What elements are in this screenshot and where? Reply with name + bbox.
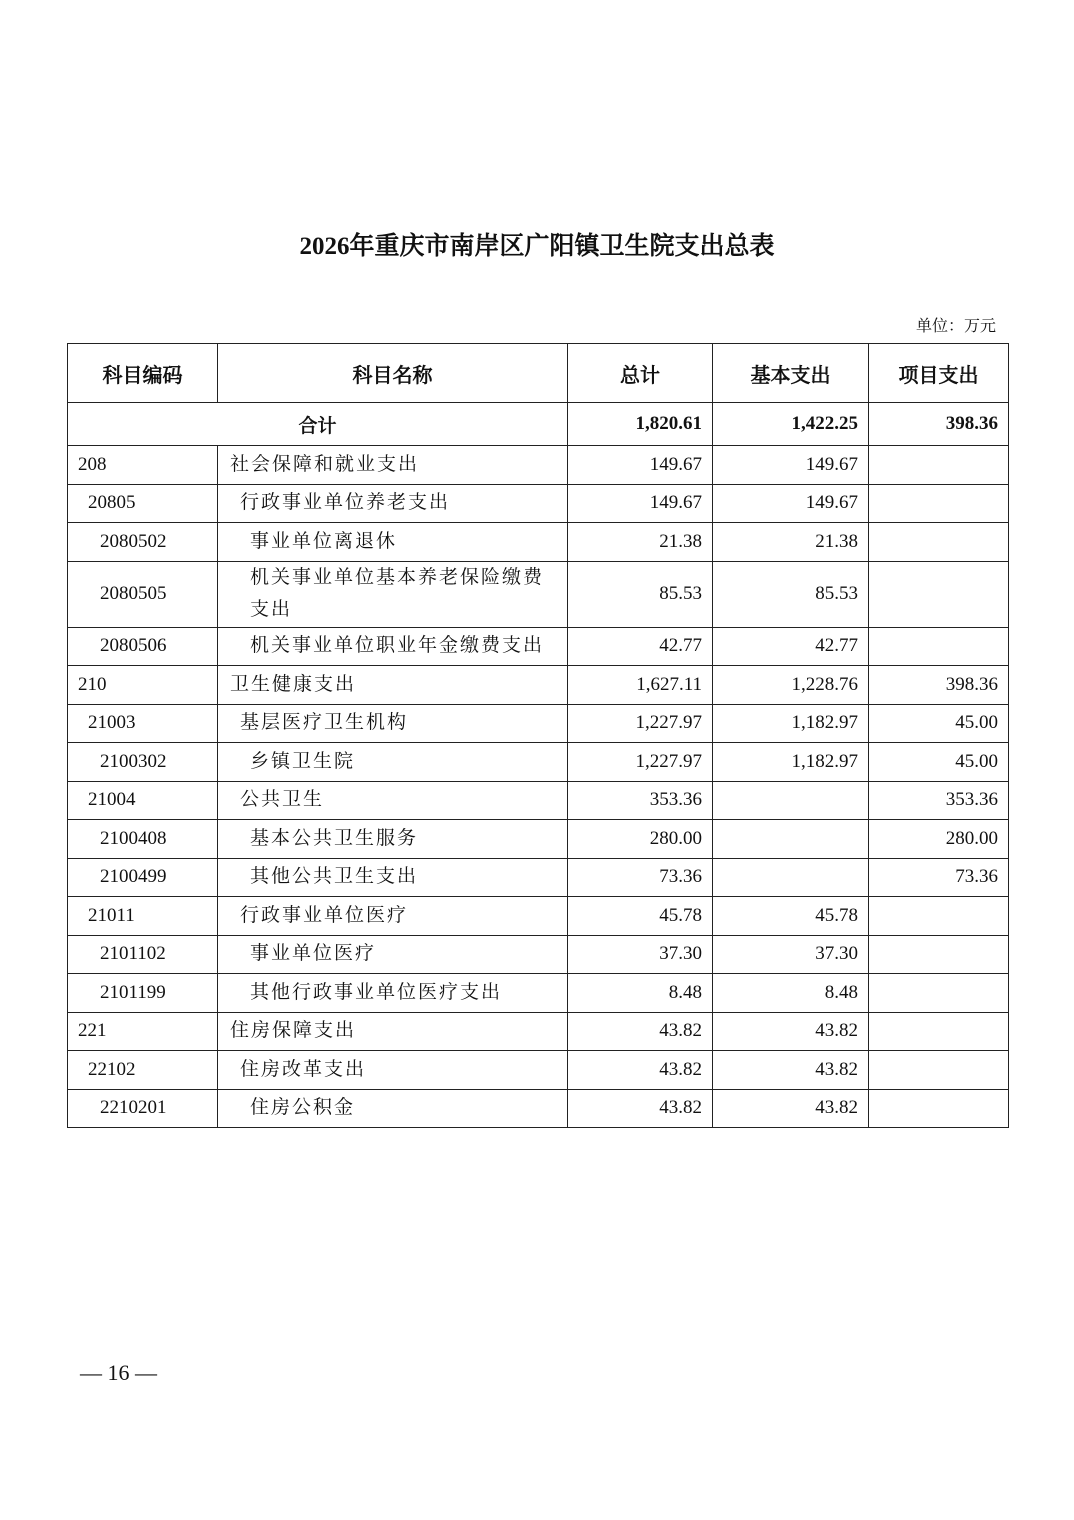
row-basic [713,820,869,859]
total-total: 1,820.61 [568,403,713,446]
header-code: 科目编码 [68,344,218,403]
row-basic: 1,228.76 [713,666,869,705]
row-name: 基本公共卫生服务 [218,820,568,859]
row-basic: 149.67 [713,484,869,523]
row-basic: 21.38 [713,523,869,562]
table-row [68,935,1009,974]
row-total: 45.78 [568,897,713,936]
row-name: 公共卫生 [218,781,568,820]
table-row [68,1051,1009,1090]
row-basic: 149.67 [713,446,869,485]
table-row [68,1012,1009,1051]
row-total: 37.30 [568,935,713,974]
row-project: 73.36 [869,858,1009,897]
row-code: 2100302 [68,743,218,782]
table-row [68,1089,1009,1128]
row-basic: 1,182.97 [713,704,869,743]
table-row [68,523,1009,562]
row-project [869,935,1009,974]
unit-label: 单位：万元 [915,318,996,335]
row-name: 社会保障和就业支出 [218,446,568,485]
row-name: 事业单位医疗 [218,935,568,974]
row-total: 1,227.97 [568,704,713,743]
row-basic: 43.82 [713,1012,869,1051]
table-row [68,446,1009,485]
row-basic: 45.78 [713,897,869,936]
row-basic: 85.53 [713,561,869,627]
row-project [869,484,1009,523]
row-total: 73.36 [568,858,713,897]
row-total: 21.38 [568,523,713,562]
row-name: 基层医疗卫生机构 [218,704,568,743]
row-basic: 1,182.97 [713,743,869,782]
header-total: 总计 [568,344,713,403]
row-project [869,974,1009,1013]
row-name: 住房保障支出 [218,1012,568,1051]
total-project: 398.36 [869,403,1009,446]
table-row [68,820,1009,859]
table-row [68,974,1009,1013]
row-total: 8.48 [568,974,713,1013]
row-total: 1,227.97 [568,743,713,782]
row-basic [713,781,869,820]
row-project [869,1051,1009,1090]
row-total: 149.67 [568,446,713,485]
row-total: 149.67 [568,484,713,523]
row-name: 行政事业单位医疗 [218,897,568,936]
table-row [68,858,1009,897]
row-code: 210 [68,666,218,705]
row-code: 21003 [68,704,218,743]
page-number: — 16 — [80,1360,157,1385]
table-row [68,897,1009,936]
row-code: 2101199 [68,974,218,1013]
expenditure-table [67,343,1009,1128]
row-project [869,1012,1009,1051]
row-total: 42.77 [568,627,713,666]
table-header-row [68,344,1009,403]
row-basic: 37.30 [713,935,869,974]
table-row [68,561,1009,627]
table-row [68,627,1009,666]
row-code: 221 [68,1012,218,1051]
row-basic: 43.82 [713,1051,869,1090]
row-code: 2080502 [68,523,218,562]
header-basic: 基本支出 [713,344,869,403]
header-project: 项目支出 [869,344,1009,403]
row-project [869,897,1009,936]
row-project: 398.36 [869,666,1009,705]
row-code: 2100408 [68,820,218,859]
row-code: 208 [68,446,218,485]
document-title: 2026年重庆市南岸区广阳镇卫生院支出总表 [299,233,775,260]
row-basic: 8.48 [713,974,869,1013]
row-code: 22102 [68,1051,218,1090]
row-code: 2080505 [68,561,218,627]
row-project: 45.00 [869,743,1009,782]
row-name: 其他行政事业单位医疗支出 [218,974,568,1013]
table-row [68,743,1009,782]
row-name: 住房公积金 [218,1089,568,1128]
header-name: 科目名称 [218,344,568,403]
row-total: 85.53 [568,561,713,627]
table-row [68,704,1009,743]
row-name: 机关事业单位基本养老保险缴费支出 [218,561,568,627]
row-total: 1,627.11 [568,666,713,705]
row-name: 行政事业单位养老支出 [218,484,568,523]
row-project: 45.00 [869,704,1009,743]
row-project: 353.36 [869,781,1009,820]
row-total: 353.36 [568,781,713,820]
row-name: 机关事业单位职业年金缴费支出 [218,627,568,666]
row-total: 280.00 [568,820,713,859]
row-code: 2210201 [68,1089,218,1128]
total-label: 合计 [68,403,568,446]
row-total: 43.82 [568,1012,713,1051]
row-name: 事业单位离退休 [218,523,568,562]
table-row [68,666,1009,705]
row-basic: 43.82 [713,1089,869,1128]
row-project [869,523,1009,562]
row-project [869,627,1009,666]
table-row [68,484,1009,523]
row-code: 21011 [68,897,218,936]
row-name: 乡镇卫生院 [218,743,568,782]
row-name: 住房改革支出 [218,1051,568,1090]
row-project: 280.00 [869,820,1009,859]
table-row [68,781,1009,820]
row-code: 21004 [68,781,218,820]
total-basic: 1,422.25 [713,403,869,446]
row-total: 43.82 [568,1051,713,1090]
row-name: 卫生健康支出 [218,666,568,705]
row-basic: 42.77 [713,627,869,666]
row-name: 其他公共卫生支出 [218,858,568,897]
row-total: 43.82 [568,1089,713,1128]
row-code: 2100499 [68,858,218,897]
row-basic [713,858,869,897]
row-project [869,1089,1009,1128]
row-project [869,446,1009,485]
row-code: 2101102 [68,935,218,974]
row-project [869,561,1009,627]
row-code: 2080506 [68,627,218,666]
total-row [68,403,1009,446]
row-code: 20805 [68,484,218,523]
